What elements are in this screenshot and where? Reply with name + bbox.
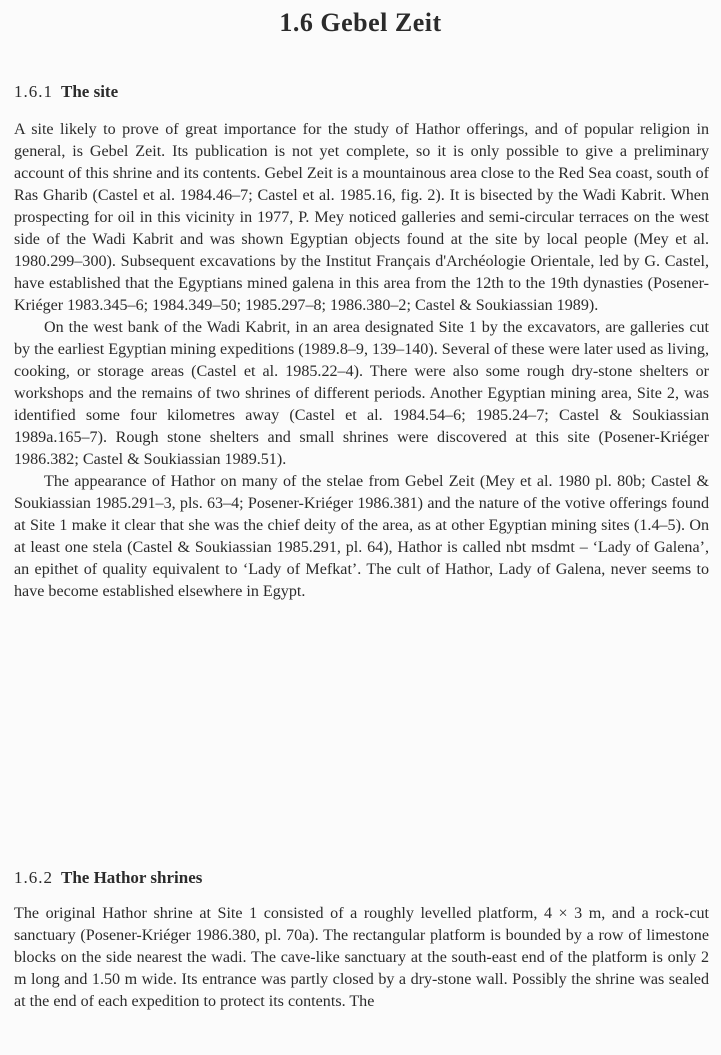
chapter-title: 1.6 Gebel Zeit bbox=[279, 8, 442, 37]
section-heading-site bbox=[14, 82, 118, 102]
section-body-site bbox=[14, 119, 709, 603]
paragraph: A site likely to prove of great importance for the study of Hathor offerings, and of popular religion in general, is Gebel Zeit. Its publication is not yet complete, so it is only possible to give a preliminary account of this shrine and its contents. Gebel Zeit is a mountainous area close to the Red Sea coast, south of Ras Gharib (Castel et al. 1984.46–7; Castel et al. 1985.16, fig. 2). It is bisected by the Wadi Kabrit. When prospecting for oil in this vicinity in 1977, P. Mey noticed galleries and semi-circular terraces on the west side of the Wadi Kabrit and was shown Egyptian objects found at the site by local people (Mey et al. 1980.299–300). Subsequent excavations by the Institut Français d'Archéologie Orientale, led by G. Castel, have established that the Egyptians mined galena in this area from the 12th to the 19th dynasties (Posener-Kriéger 1983.345–6; 1984.349–50; 1985.297–8; 1986.380–2; Castel & Soukiassian 1989). bbox=[14, 121, 709, 314]
paragraph: The appearance of Hathor on many of the stelae from Gebel Zeit (Mey et al. 1980 pl. 80b; Castel & Soukiassian 1985.291–3, pls. 63–4; Posener-Kriéger 1986.381) and the nature of the votive offerings found at Site 1 make it clear that she was the chief deity of the area, as at other Egyptian mining sites (1.4–5). On at least one stela (Castel & Soukiassian 1985.291, pl. 64), Hathor is called nbt msdmt – ‘Lady of Galena’, an epithet of quality equivalent to ‘Lady of Mefkat’. The cult of Hathor, Lady of Galena, never seems to have become established elsewhere in Egypt. bbox=[14, 473, 709, 600]
section-number: 1.6.2 bbox=[14, 868, 53, 887]
paragraph: On the west bank of the Wadi Kabrit, in an area designated Site 1 by the excavators, are galleries cut by the earliest Egyptian mining expeditions (1989.8–9, 139–140). Several of these were later used as living, cooking, or storage areas (Castel et al. 1985.22–4). There were also some rough dry-stone shelters or workshops and the remains of two shrines of different periods. Another Egyptian mining area, Site 2, was identified some four kilometres away (Castel et al. 1984.54–6; 1985.24–7; Castel & Soukiassian 1989a.165–7). Rough stone shelters and small shrines were discovered at this site (Posener-Kriéger 1986.382; Castel & Soukiassian 1989.51). bbox=[14, 319, 709, 468]
section-title: The site bbox=[61, 82, 119, 101]
section-title: The Hathor shrines bbox=[61, 868, 203, 887]
section-heading-hathor-shrines bbox=[14, 868, 202, 888]
section-number: 1.6.1 bbox=[14, 82, 53, 101]
paragraph: The original Hathor shrine at Site 1 consisted of a roughly levelled platform, 4 × 3 m, and a rock-cut sanctuary (Posener-Kriéger 1986.380, pl. 70a). The rectangular platform is bounded by a row of limestone blocks on the side nearest the wadi. The cave-like sanctuary at the south-east end of the platform is only 2 m long and 1.50 m wide. Its entrance was partly closed by a dry-stone wall. Possibly the shrine was sealed at the end of each expedition to protect its contents. The bbox=[14, 905, 709, 1010]
section-body-hathor-shrines bbox=[14, 903, 709, 1013]
